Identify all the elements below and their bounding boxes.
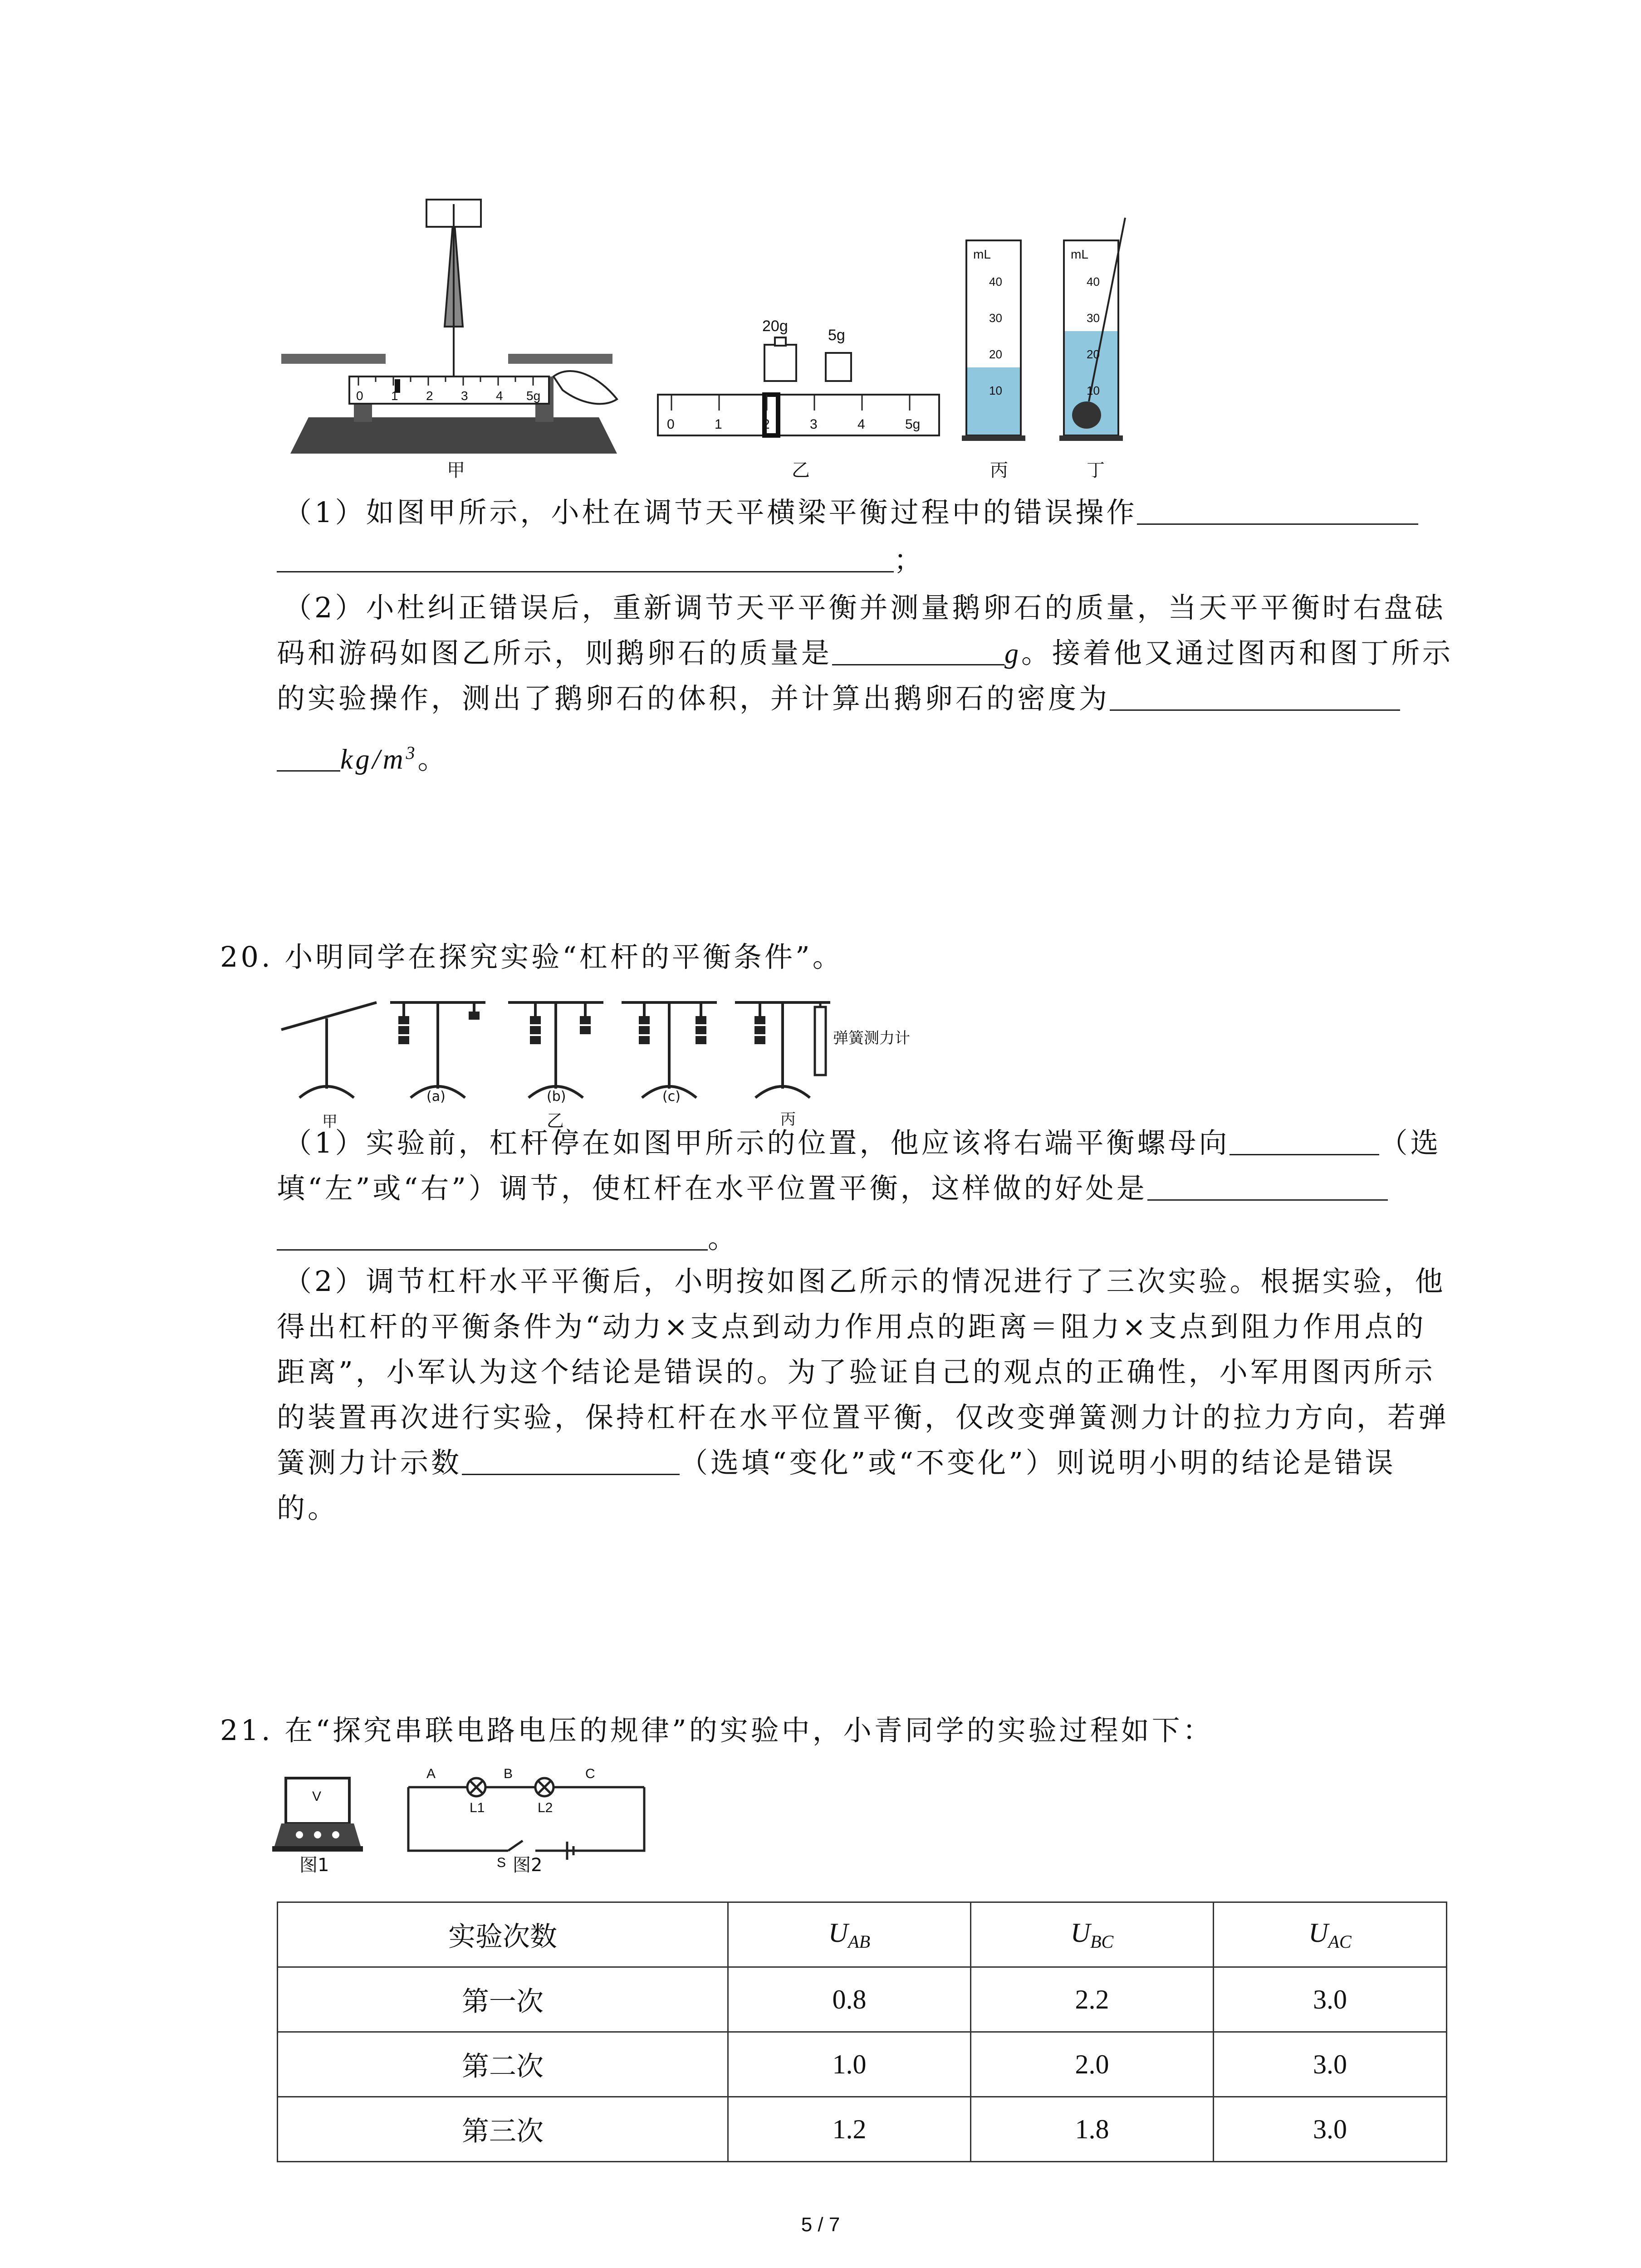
figure-2-caption: 图2: [513, 1855, 543, 1876]
table-row: [278, 2097, 1447, 2162]
balance-tick-label: 1: [391, 389, 398, 403]
table-cell: 2.0: [971, 2032, 1214, 2097]
answer-blank[interactable]: [832, 636, 1004, 665]
cylinder-tick: 10: [989, 384, 1002, 397]
q20-part2-line4: 的装置再次进行实验，保持杠杆在水平位置平衡，仅改变弹簧测力计的拉力方向，若弹: [277, 1401, 1450, 1434]
ruler-tick-label: 1: [715, 417, 722, 432]
figure-caption-b: (b): [547, 1089, 566, 1105]
ruler-tick-label: 0: [667, 417, 675, 432]
cylinder-tick: 20: [989, 347, 1002, 361]
lamp-l2-label: L2: [538, 1800, 553, 1815]
unit-g: g: [1004, 638, 1022, 669]
q19-part1-text: （1）如图甲所示，小杜在调节天平横梁平衡过程中的错误操作: [284, 496, 1137, 529]
figure-cylinders: [953, 213, 1143, 449]
voltage-table: [277, 1901, 1447, 2162]
figure-caption-jia: 甲: [322, 1113, 338, 1131]
q20-part2-line6: 的。: [277, 1491, 339, 1525]
answer-blank[interactable]: [462, 1446, 680, 1475]
answer-blank[interactable]: [277, 543, 894, 572]
q19-part2-end: 。: [417, 742, 449, 776]
lamp-l1-label: L1: [470, 1800, 485, 1815]
q19-part1-line1: [284, 490, 1418, 535]
figure-balance-jia: [272, 163, 635, 481]
figure-caption-c: (c): [662, 1089, 681, 1105]
table-cell: 3.0: [1214, 2032, 1447, 2097]
figure-1-caption: 图1: [299, 1855, 329, 1876]
q19-part1-end: ；: [894, 543, 925, 577]
balance-tick-label: 4: [496, 389, 503, 403]
voltmeter-label: V: [312, 1789, 322, 1804]
figure-caption-jia: 甲: [447, 460, 465, 481]
figure-caption-a: (a): [426, 1089, 446, 1105]
header-text: U: [1070, 1917, 1091, 1948]
q20-part1-line3: [277, 1216, 739, 1261]
spring-balance-label: 弹簧测力计: [833, 1030, 910, 1047]
unit-kg-m3: kg/m: [340, 744, 406, 775]
q21-stem: 21. 在“探究串联电路电压的规律”的实验中，小青同学的实验过程如下：: [220, 1714, 1214, 1747]
q19-part2-line3: [277, 676, 1400, 721]
q19-part2-text: 码和游码如图乙所示，则鹅卵石的质量是: [277, 636, 833, 670]
q19-part2-text: 。接着他又通过图丙和图丁所示: [1021, 636, 1454, 670]
q20-part2-text: （选填“变化”或“不变化”）则说明小明的结论是错误: [680, 1446, 1396, 1479]
figure-caption-yi: 乙: [547, 1111, 564, 1131]
figure-caption-bing: 丙: [990, 460, 1008, 481]
q20-part2-text: 簧测力计示数: [277, 1446, 462, 1479]
balance-tick-label: 0: [356, 389, 363, 403]
q20-part2-line1: （2）调节杠杆水平平衡后，小明按如图乙所示的情况进行了三次实验。根据实验，他: [284, 1265, 1446, 1298]
cylinder-unit-label: mL: [1071, 247, 1088, 261]
figure-caption-yi: 乙: [792, 460, 810, 481]
table-cell: 3.0: [1214, 1967, 1447, 2032]
cylinder-tick: 40: [989, 275, 1002, 288]
cylinder-tick: 40: [1087, 275, 1100, 288]
table-cell: 0.8: [728, 1967, 971, 2032]
ruler-tick-label: 5g: [905, 417, 921, 432]
table-header-cell: [278, 1902, 728, 1967]
figure-levers: [272, 984, 953, 1111]
weight-5g-label: 5g: [828, 327, 845, 344]
table-header-cell: [728, 1902, 971, 1967]
balance-tick-label: 2: [426, 389, 433, 403]
q19-part2-line4: [277, 730, 449, 782]
table-cell: 第二次: [278, 2032, 728, 2097]
cylinder-unit-label: mL: [973, 247, 991, 261]
table-row: [278, 1967, 1447, 2032]
ruler-tick-label: 2: [762, 417, 770, 432]
q20-part1-text: （选: [1379, 1126, 1441, 1159]
cylinder-tick: 10: [1087, 384, 1100, 397]
answer-blank[interactable]: [277, 742, 340, 772]
answer-blank[interactable]: [1230, 1126, 1379, 1155]
table-cell: 3.0: [1214, 2097, 1447, 2162]
cylinder-tick: 30: [989, 311, 1002, 325]
circuit-point-b: B: [504, 1766, 513, 1781]
unit-exponent: 3: [406, 743, 418, 763]
table-cell: 2.2: [971, 1967, 1214, 2032]
q19-part1-line2: [277, 538, 925, 583]
table-cell: 1.0: [728, 2032, 971, 2097]
answer-blank[interactable]: [277, 1221, 708, 1251]
answer-blank[interactable]: [1110, 681, 1400, 711]
q20-part2-line5: [277, 1440, 1396, 1486]
q20-part1-text: 填“左”或“右”）调节，使杠杆在水平位置平衡，这样做的好处是: [277, 1172, 1147, 1205]
weight-20g-label: 20g: [762, 318, 788, 335]
balance-tick-label: 3: [461, 389, 468, 403]
ruler-tick-label: 4: [857, 417, 865, 432]
header-text: 实验次数: [448, 1921, 557, 1953]
header-subscript: AB: [848, 1931, 871, 1952]
ruler-tick-label: 3: [810, 417, 818, 432]
table-cell: 第一次: [278, 1967, 728, 2032]
q20-part2-line3: 距离”，小军认为这个结论是错误的。为了验证自己的观点的正确性，小军用图丙所示: [277, 1355, 1435, 1388]
table-cell: 第三次: [278, 2097, 728, 2162]
table-header-cell: [971, 1902, 1214, 1967]
cylinder-tick: 30: [1087, 311, 1100, 325]
q20-part1-line2: [277, 1166, 1388, 1211]
circuit-point-a: A: [426, 1766, 436, 1781]
figure-voltmeter: [272, 1769, 363, 1864]
header-subscript: BC: [1090, 1931, 1114, 1952]
figure-caption-bing: 丙: [780, 1110, 796, 1129]
page-number: 5 / 7: [801, 2214, 840, 2236]
table-header-cell: [1214, 1902, 1447, 1967]
q20-part1-end: 。: [708, 1222, 739, 1255]
cylinder-tick: 20: [1087, 347, 1100, 361]
header-subscript: AC: [1328, 1931, 1352, 1952]
q19-part2-line2: [277, 631, 1453, 676]
header-text: U: [828, 1917, 848, 1948]
table-cell: 1.8: [971, 2097, 1214, 2162]
figure-weights-yi: [653, 308, 944, 445]
figure-caption-ding: 丁: [1087, 460, 1105, 481]
balance-tick-label: 5g: [526, 389, 541, 403]
q19-part2-line1: （2）小杜纠正错误后，重新调节天平平衡并测量鹅卵石的质量，当天平平衡时右盘砝: [284, 591, 1446, 624]
table-cell: 1.2: [728, 2097, 971, 2162]
table-row: [278, 2032, 1447, 2097]
answer-blank[interactable]: [1147, 1171, 1388, 1201]
q20-stem: 20. 小明同学在探究实验“杠杆的平衡条件”。: [220, 940, 843, 973]
switch-label: S: [497, 1855, 506, 1869]
table-header-row: [278, 1902, 1447, 1967]
answer-blank[interactable]: [1137, 495, 1418, 525]
q20-part1-text: （1）实验前，杠杆停在如图甲所示的位置，他应该将右端平衡螺母向: [284, 1126, 1230, 1159]
circuit-point-c: C: [585, 1766, 595, 1781]
header-text: U: [1308, 1917, 1328, 1948]
q20-part2-line2: 得出杠杆的平衡条件为“动力×支点到动力作用点的距离＝阻力×支点到阻力作用点的: [277, 1310, 1426, 1343]
q20-part1-line1: [284, 1120, 1441, 1166]
q19-part2-text: 的实验操作，测出了鹅卵石的体积，并计算出鹅卵石的密度为: [277, 682, 1110, 715]
